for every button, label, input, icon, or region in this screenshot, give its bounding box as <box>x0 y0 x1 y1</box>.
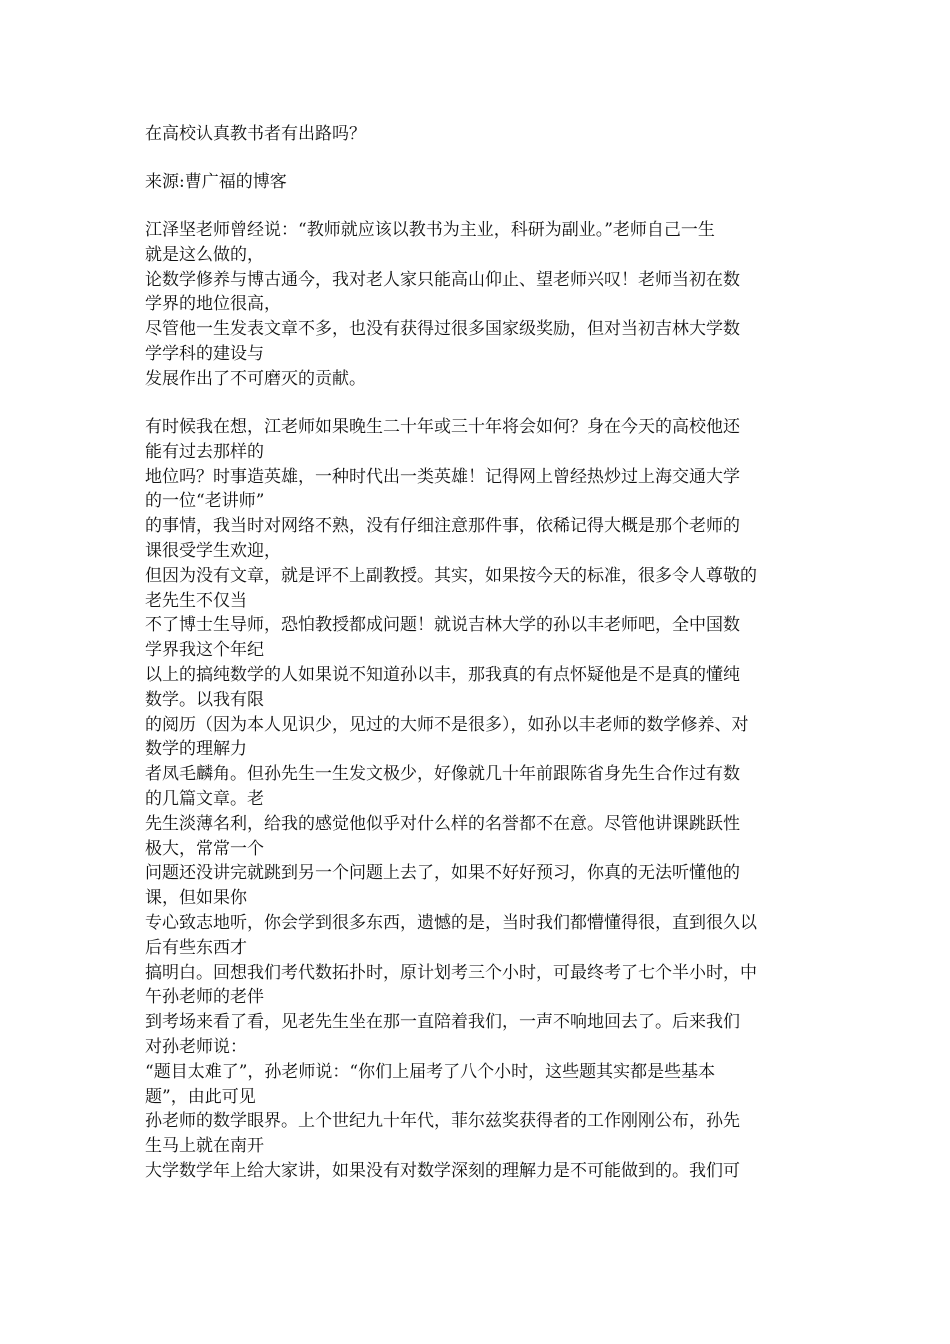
paragraph-line: “题目太难了”，孙老师说：“你们上届考了八个小时，这些题其实都是些基本 <box>145 1061 716 1082</box>
paragraph-line: 有时候我在想，江老师如果晚生二十年或三十年将会如何？身在今天的高校他还 <box>145 417 740 437</box>
paragraph-line: 午孙老师的老伴 <box>145 987 264 1008</box>
paragraph-line: 孙老师的数学眼界。上个世纪九十年代，菲尔兹奖获得者的工作刚刚公布，孙先 <box>145 1111 740 1132</box>
paragraph-line: 老先生不仅当 <box>145 590 247 611</box>
title-text: 在高校认真教书者有出路吗？ <box>145 124 366 144</box>
document-source <box>145 170 820 195</box>
paragraph-line: 江泽坚老师曾经说：“教师就应该以教书为主业，科研为副业。”老师自己一生 <box>145 220 715 240</box>
paragraph-line: 就是这么做的， <box>145 244 264 265</box>
paragraph-line: 的事情，我当时对网络不熟，没有仔细注意那件事，依稀记得大概是那个老师的 <box>145 516 740 537</box>
paragraph-line: 大学数学年上给大家讲，如果没有对数学深刻的理解力是不可能做到的。我们可 <box>145 1160 740 1181</box>
paragraph-line: 尽管他一生发表文章不多，也没有获得过很多国家级奖励，但对当初吉林大学数 <box>145 319 740 340</box>
paragraph-line: 课很受学生欢迎， <box>145 540 281 561</box>
paragraph-line: 课，但如果你 <box>145 888 247 909</box>
paragraph-2 <box>145 415 820 1184</box>
paragraph-line: 学学科的建设与 <box>145 343 264 364</box>
paragraph-line: 到考场来看了看，见老先生坐在那一直陪着我们，一声不响地回去了。后来我们 <box>145 1012 740 1033</box>
paragraph-1 <box>145 218 820 392</box>
paragraph-line: 发展作出了不可磨灭的贡献。 <box>145 368 366 389</box>
paragraph-line: 能有过去那样的 <box>145 441 264 462</box>
paragraph-line: 地位吗？时事造英雄，一种时代出一类英雄！记得网上曾经热炒过上海交通大学 <box>145 466 740 487</box>
paragraph-line: 先生淡薄名利，给我的感觉他似乎对什么样的名誉都不在意。尽管他讲课跳跃性 <box>145 813 740 834</box>
paragraph-line: 者凤毛麟角。但孙先生一生发文极少，好像就几十年前跟陈省身先生合作过有数 <box>145 764 740 785</box>
paragraph-line: 以上的搞纯数学的人如果说不知道孙以丰，那我真的有点怀疑他是不是真的懂纯 <box>145 664 740 685</box>
paragraph-line: 专心致志地听，你会学到很多东西，遗憾的是，当时我们都懵懂得很，直到很久以 <box>145 912 757 933</box>
paragraph-line: 对孙老师说： <box>145 1036 247 1057</box>
paragraph-line: 数学。以我有限 <box>145 689 264 710</box>
paragraph-line: 学界的地位很高， <box>145 294 281 315</box>
paragraph-line: 生马上就在南开 <box>145 1136 264 1157</box>
paragraph-line: 问题还没讲完就跳到另一个问题上去了，如果不好好预习，你真的无法听懂他的 <box>145 863 740 884</box>
paragraph-line: 的一位“老讲师” <box>145 491 265 512</box>
paragraph-line: 但因为没有文章，就是评不上副教授。其实，如果按今天的标准，很多令人尊敬的 <box>145 565 757 586</box>
paragraph-line: 论数学修养与博古通今，我对老人家只能高山仰止、望老师兴叹！老师当初在数 <box>145 269 740 290</box>
paragraph-line: 的几篇文章。老 <box>145 788 264 809</box>
paragraph-line: 的阅历（因为本人见识少，见过的大师不是很多），如孙以丰老师的数学修养、对 <box>145 714 749 735</box>
paragraph-line: 不了博士生导师，恐怕教授都成问题！就说吉林大学的孙以丰老师吧，全中国数 <box>145 615 740 636</box>
paragraph-line: 后有些东西才 <box>145 937 247 958</box>
paragraph-line: 搞明白。回想我们考代数拓扑时，原计划考三个小时，可最终考了七个半小时，中 <box>145 962 757 983</box>
document-title <box>145 122 820 147</box>
source-text: 来源:曹广福的博客 <box>145 172 287 192</box>
paragraph-line: 学界我这个年纪 <box>145 640 264 661</box>
paragraph-line: 数学的理解力 <box>145 739 247 760</box>
paragraph-line: 题”，由此可见 <box>145 1086 256 1107</box>
paragraph-line: 极大，常常一个 <box>145 838 264 859</box>
